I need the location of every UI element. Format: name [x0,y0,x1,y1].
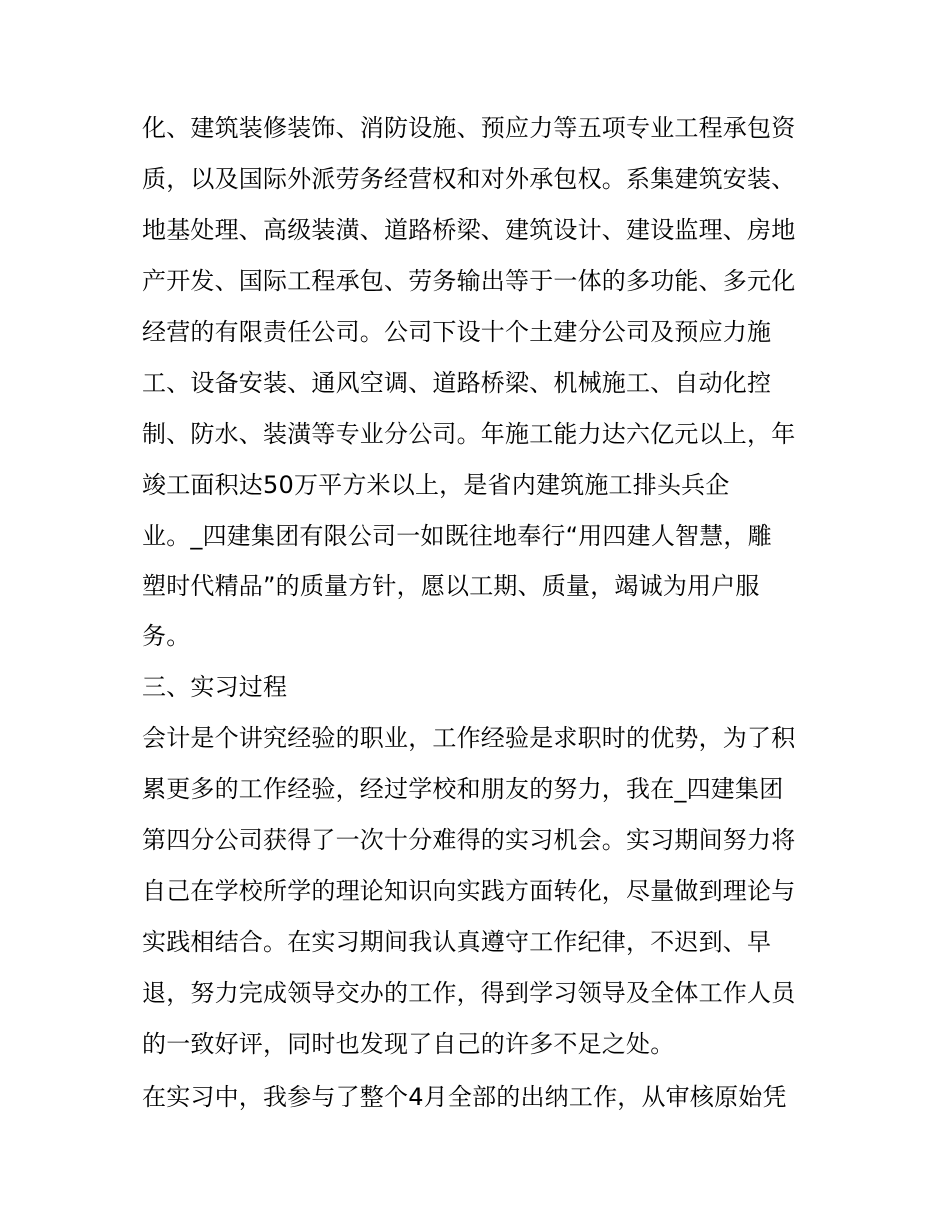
paragraph-line: 经营的有限责任公司。公司下设十个土建分公司及预应力施 [142,318,772,346]
paragraph-line: 累更多的工作经验，经过学校和朋友的努力，我在_四建集团 [142,775,784,803]
paragraph-line: 质，以及国际外派劳务经营权和对外承包权。系集建筑安装、 [142,165,796,193]
paragraph-line: 工、设备安装、通风空调、道路桥梁、机械施工、自动化控 [142,369,772,397]
section-heading: 三、实习过程 [142,673,288,701]
paragraph-line: 竣工面积达50万平方米以上，是省内建筑施工排头兵企 [142,471,730,499]
paragraph-line: 的一致好评，同时也发现了自己的许多不足之处。 [142,1030,675,1058]
paragraph-line: 化、建筑装修装饰、消防设施、预应力等五项专业工程承包资 [142,114,796,142]
paragraph-line: 实践相结合。在实习期间我认真遵守工作纪律，不迟到、早 [142,928,772,956]
paragraph-line: 自己在学校所学的理论知识向实践方面转化，尽量做到理论与 [142,877,796,905]
paragraph-line: 务。 [142,622,191,650]
paragraph-line: 塑时代精品”的质量方针，愿以工期、质量，竭诚为用户服 [142,572,760,600]
paragraph-line: 地基处理、高级装潢、道路桥梁、建筑设计、建设监理、房地 [142,216,796,244]
paragraph-line: 在实习中，我参与了整个4月全部的出纳工作，从审核原始凭 [142,1083,787,1111]
paragraph-line: 退，努力完成领导交办的工作，得到学习领导及全体工作人员 [142,979,796,1007]
paragraph-line: 业。_四建集团有限公司一如既往地奉行“用四建人智慧，雕 [142,522,772,550]
paragraph-line: 制、防水、装潢等专业分公司。年施工能力达六亿元以上，年 [142,420,796,448]
paragraph-line: 会计是个讲究经验的职业，工作经验是求职时的优势，为了积 [142,724,796,752]
paragraph-line: 第四分公司获得了一次十分难得的实习机会。实习期间努力将 [142,826,796,854]
paragraph-line: 产开发、国际工程承包、劳务输出等于一体的多功能、多元化 [142,267,796,295]
